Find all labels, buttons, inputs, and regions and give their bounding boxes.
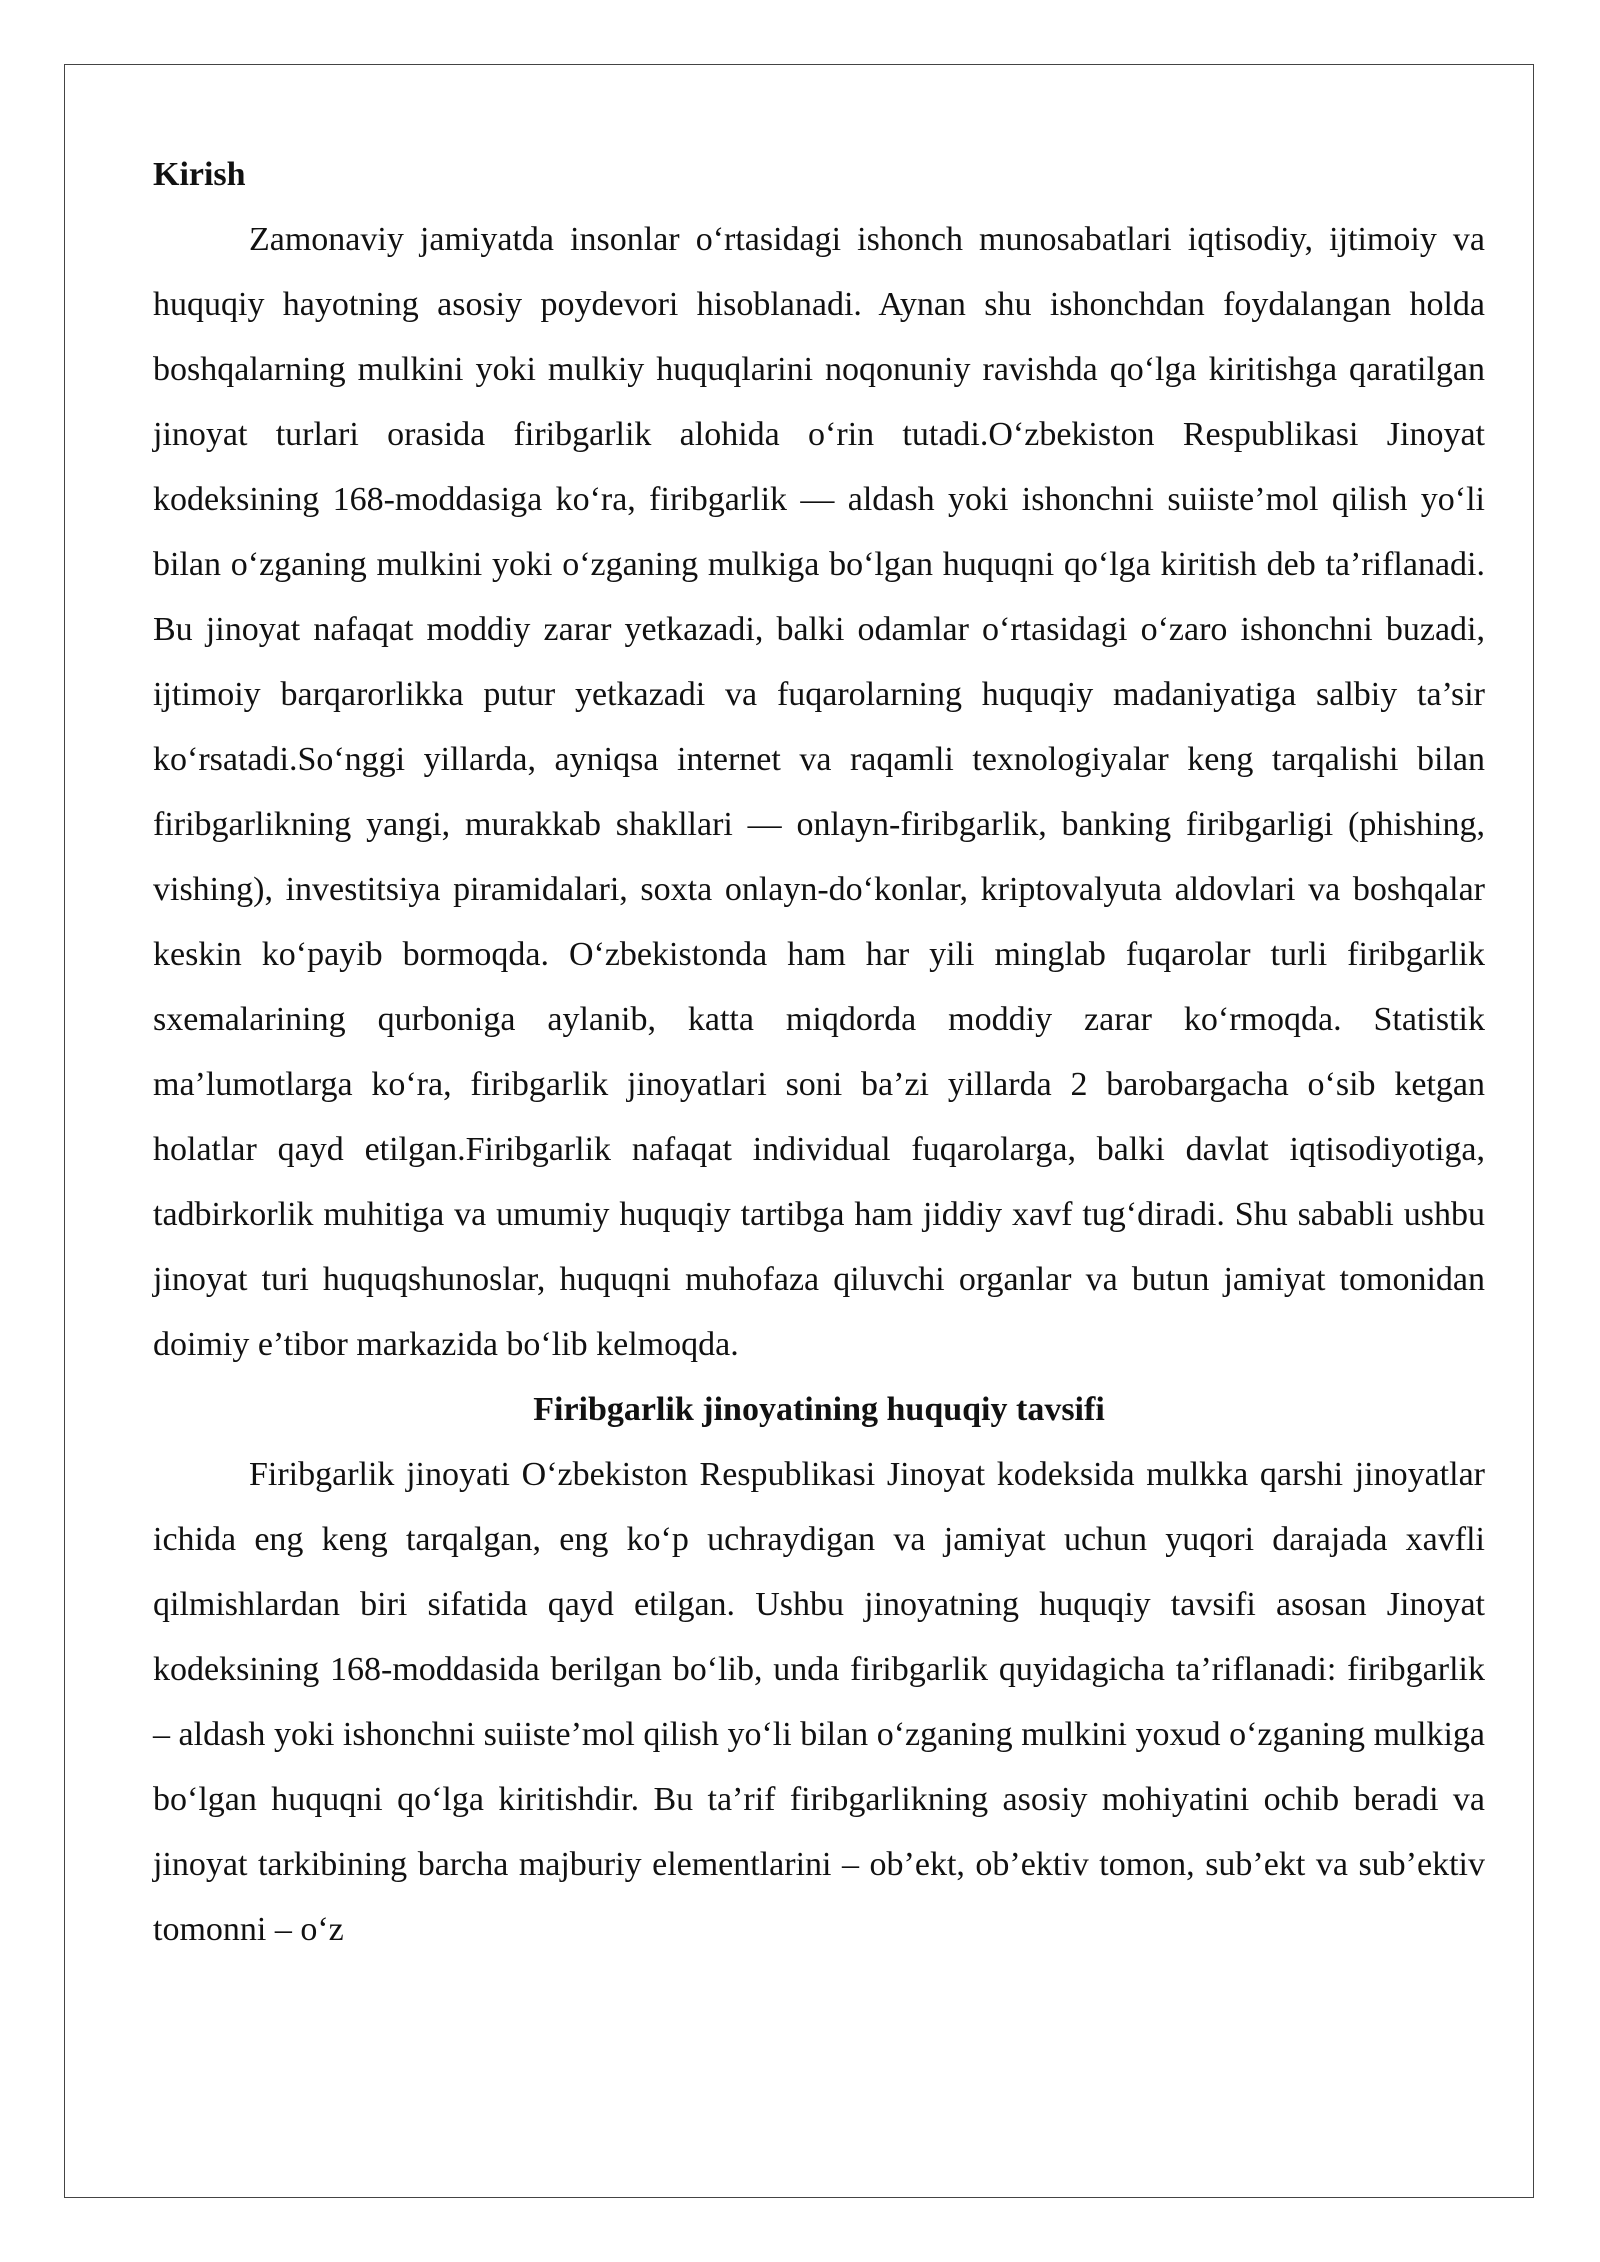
section-heading-legal-description: Firibgarlik jinoyatining huquqiy tavsifi: [533, 1391, 1105, 1428]
document-body: [153, 142, 1485, 1962]
legal-description-paragraph: Firibgarlik jinoyati O‘zbekiston Respublikasi Jinoyat kodeksida mulkka qarshi jinoyatlar ichida eng keng tarqalgan, eng ko‘p uchraydigan va jamiyat uchun yuqori darajada xavfli qilmishlardan biri sifatida qayd etilgan. Ushbu jinoyatning huquqiy tavsifi asosan Jinoyat kodeksining 168-moddasida berilgan bo‘lib, unda firibgarlik quyidagicha ta’riflanadi: firibgarlik – aldash yoki ishonchni suiiste’mol qilish yo‘li bilan o‘zganing mulkini yoxud o‘zganing mulkiga bo‘lgan huquqni qo‘lga kiritishdir. Bu ta’rif firibgarlikning asosiy mohiyatini ochib beradi va jinoyat tarkibining barcha majburiy elementlarini – ob’ekt, ob’ektiv tomon, sub’ekt va sub’ektiv tomonni – o‘z: [153, 1456, 1485, 1948]
introduction-paragraph: Zamonaviy jamiyatda insonlar o‘rtasidagi ishonch munosabatlari iqtisodiy, ijtimoiy va huquqiy hayotning asosiy poydevori hisoblanadi. Aynan shu ishonchdan foydalangan holda boshqalarning mulkini yoki mulkiy huquqlarini noqonuniy ravishda qo‘lga kiritishga qaratilgan jinoyat turlari orasida firibgarlik alohida o‘rin tutadi.O‘zbekiston Respublikasi Jinoyat kodeksining 168-moddasiga ko‘ra, firibgarlik — aldash yoki ishonchni suiiste’mol qilish yo‘li bilan o‘zganing mulkini yoki o‘zganing mulkiga bo‘lgan huquqni qo‘lga kiritish deb ta’riflanadi. Bu jinoyat nafaqat moddiy zarar yetkazadi, balki odamlar o‘rtasidagi o‘zaro ishonchni buzadi, ijtimoiy barqarorlikka putur yetkazadi va fuqarolarning huquqiy madaniyatiga salbiy ta’sir ko‘rsatadi.So‘nggi yillarda, ayniqsa internet va raqamli texnologiyalar keng tarqalishi bilan firibgarlikning yangi, murakkab shakllari — onlayn-firibgarlik, banking firibgarligi (phishing, vishing), investitsiya piramidalari, soxta onlayn-do‘konlar, kriptovalyuta aldovlari va boshqalar keskin ko‘payib bormoqda. O‘zbekistonda ham har yili minglab fuqarolar turli firibgarlik sxemalarining qurboniga aylanib, katta miqdorda moddiy zarar ko‘rmoqda. Statistik ma’lumotlarga ko‘ra, firibgarlik jinoyatlari soni ba’zi yillarda 2 barobargacha o‘sib ketgan holatlar qayd etilgan.Firibgarlik nafaqat individual fuqarolarga, balki davlat iqtisodiyotiga, tadbirkorlik muhitiga va umumiy huquqiy tartibga ham jiddiy xavf tug‘diradi. Shu sababli ushbu jinoyat turi huquqshunoslar, huquqni muhofaza qiluvchi organlar va butun jamiyat tomonidan doimiy e’tibor markazida bo‘lib kelmoqda.: [153, 221, 1485, 1363]
section-heading-introduction: Kirish: [153, 156, 246, 193]
